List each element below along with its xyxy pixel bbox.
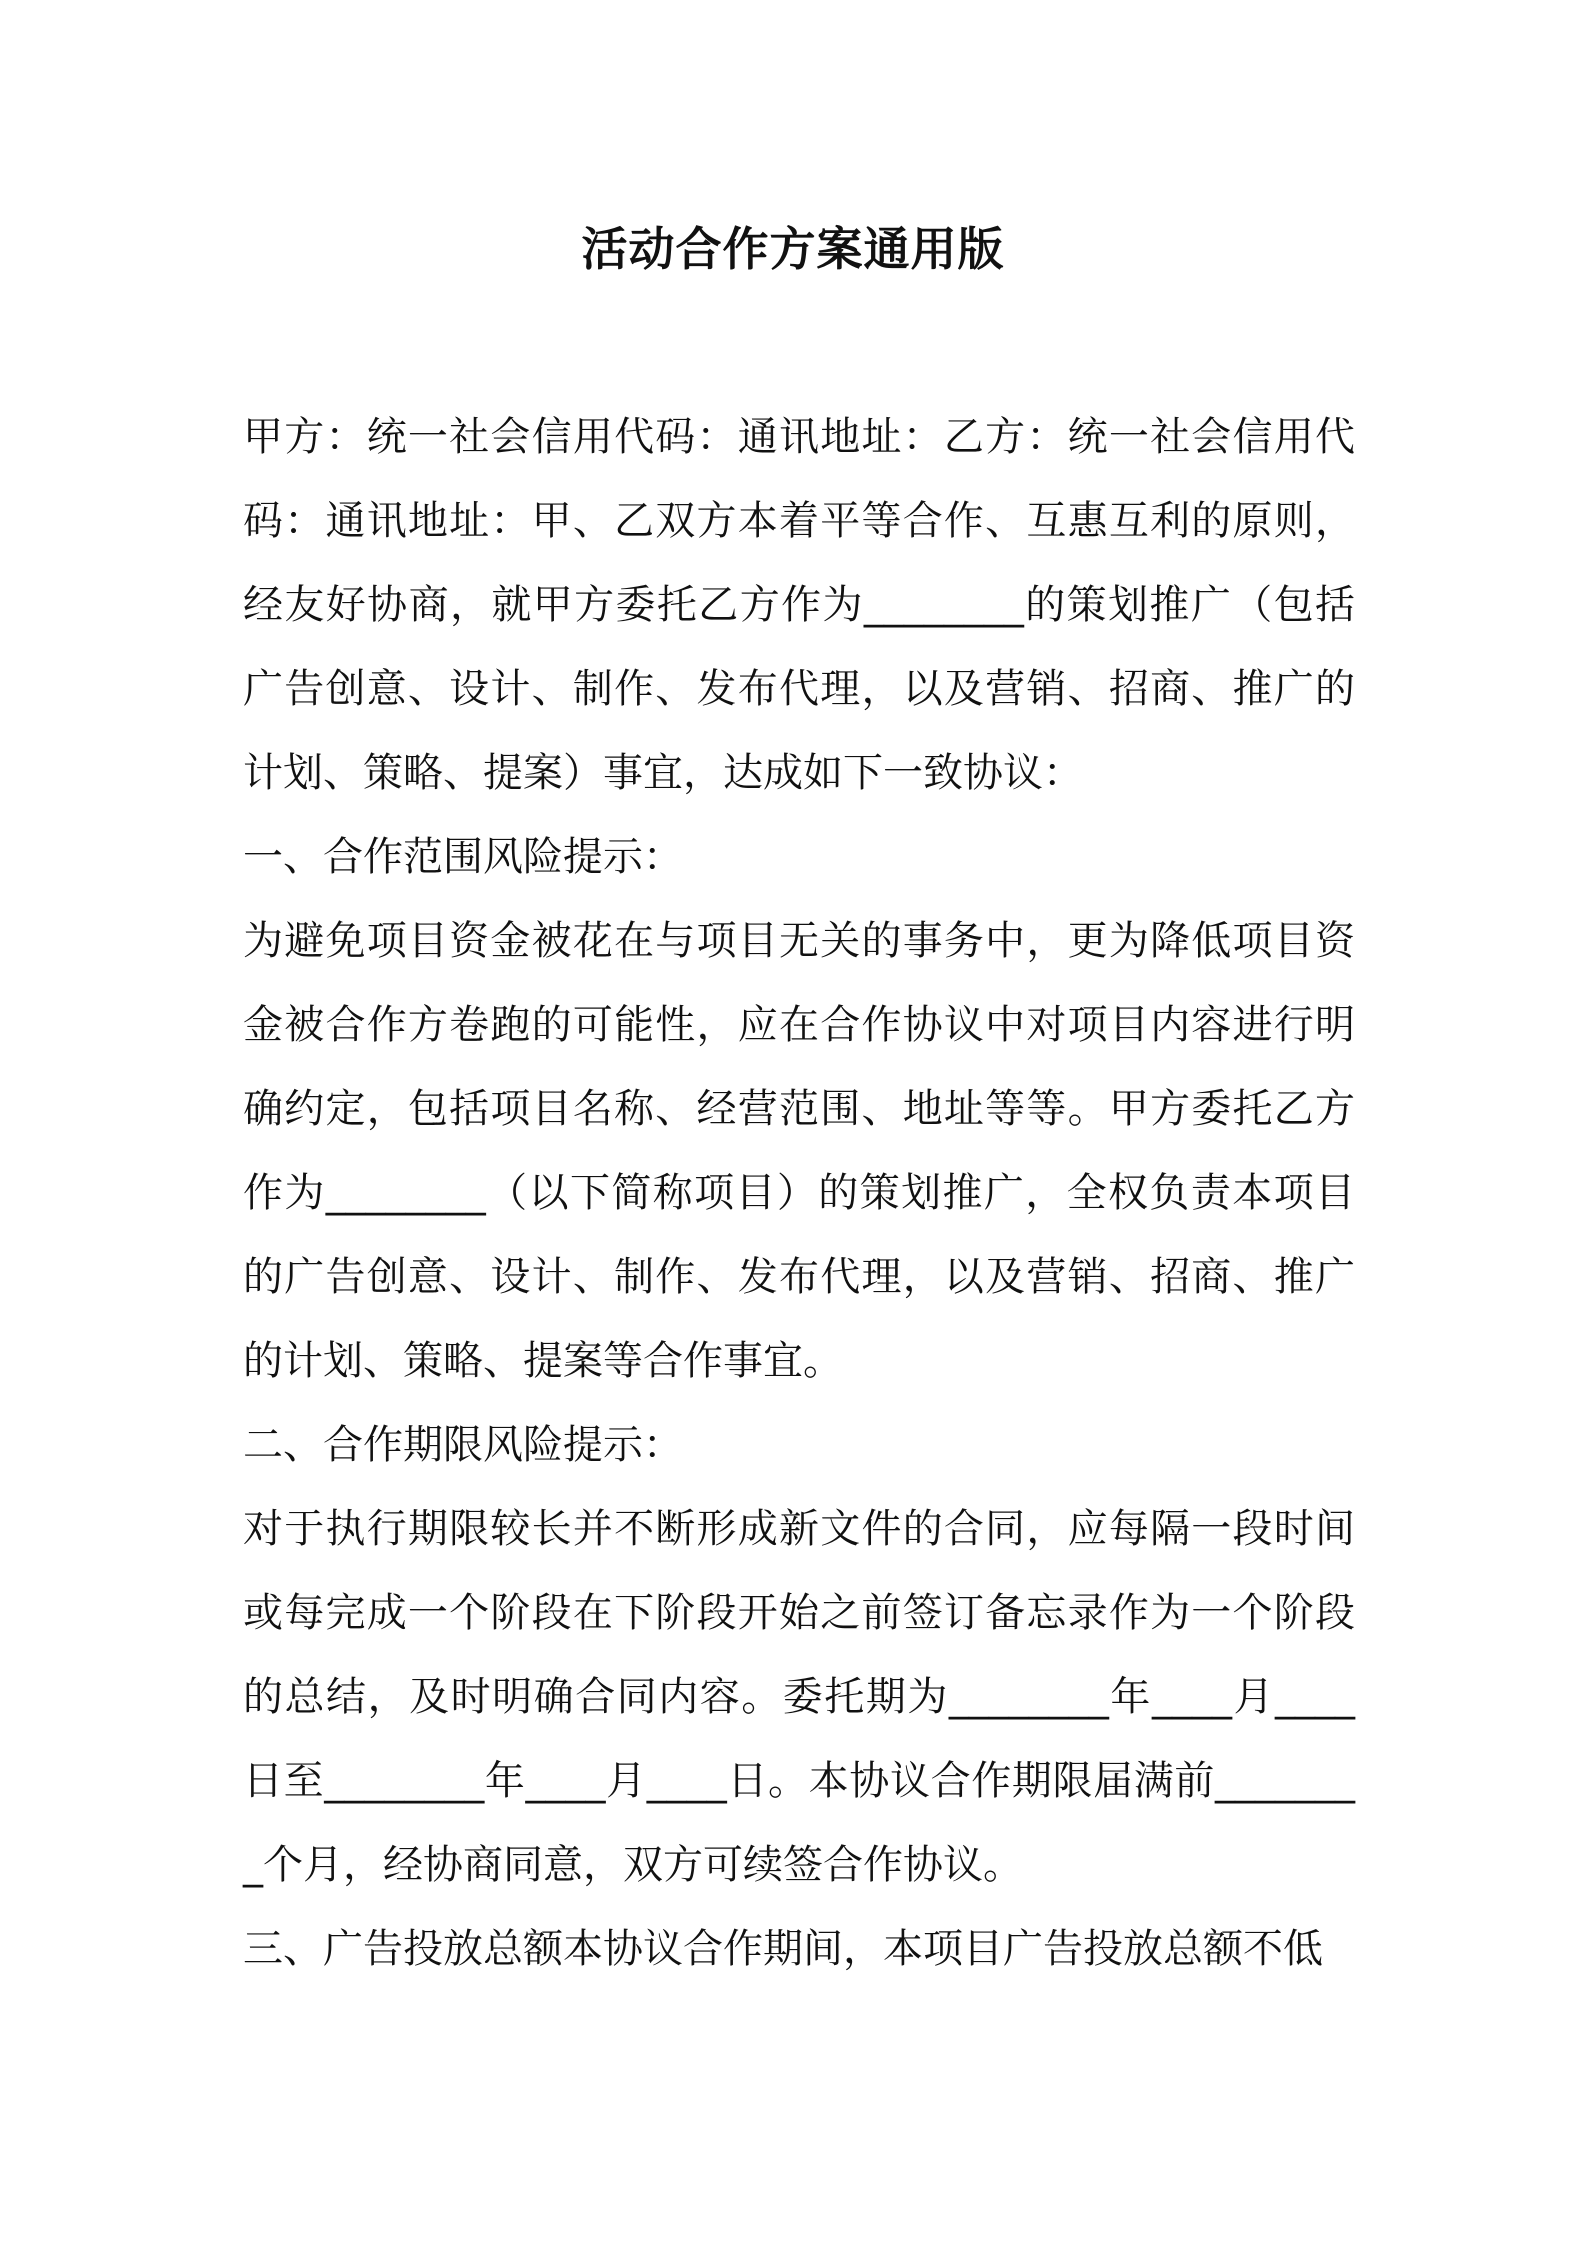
paragraph-scope: 为避免项目资金被花在与项目无关的事务中，更为降低项目资金被合作方卷跑的可能性，应在合作协议中对项目内容进行明确约定，包括项目名称、经营范围、地址等等。甲方委托乙方作为________（以下简称项目）的策划推广，全权负责本项目的广告创意、设计、制作、发布代理，以及营销、招商、推广的计划、策略、提案等合作事宜。 (243, 918, 1355, 1384)
paragraph-ad-budget: 三、广告投放总额本协议合作期间，本项目广告投放总额不低 (243, 1926, 1323, 1972)
document-title: 活动合作方案通用版 (581, 222, 1005, 276)
document-body (243, 395, 1355, 1991)
paragraph-parties: 甲方：统一社会信用代码：通讯地址：乙方：统一社会信用代码：通讯地址：甲、乙双方本着平等合作、互惠互利的原则，经友好协商，就甲方委托乙方作为________的策划推广（包括广告创意、设计、制作、发布代理，以及营销、招商、推广的计划、策略、提案）事宜，达成如下一致协议： (243, 414, 1355, 796)
paragraph-term: 对于执行期限较长并不断形成新文件的合同，应每隔一段时间或每完成一个阶段在下阶段开始之前签订备忘录作为一个阶段的总结，及时明确合同内容。委托期为________年____月____日至________年____月____日。本协议合作期限届满前________个月，经协商同意，双方可续签合作协议。 (243, 1506, 1355, 1888)
section-heading-term: 二、合作期限风险提示： (243, 1422, 683, 1468)
section-heading-scope: 一、合作范围风险提示： (243, 834, 683, 880)
